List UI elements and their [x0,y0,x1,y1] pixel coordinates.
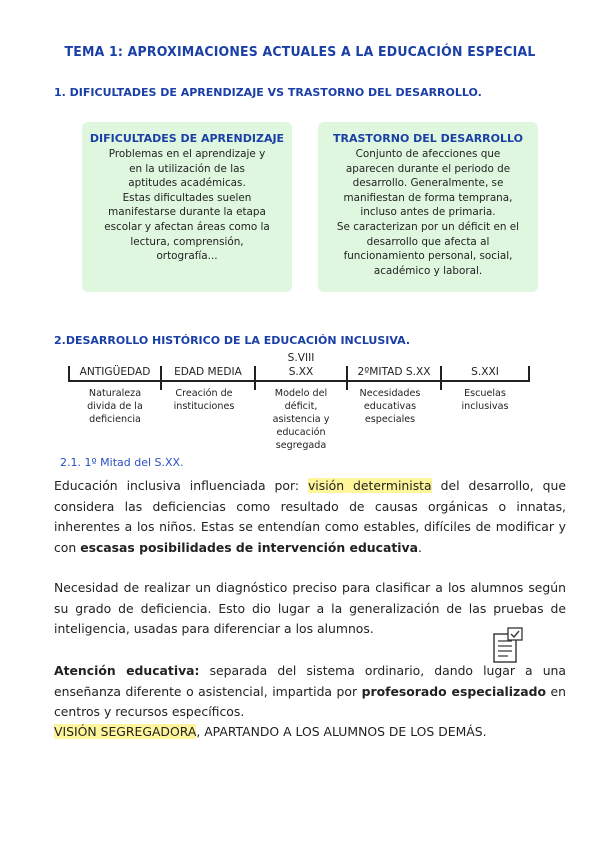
vision-segregadora-line [54,722,487,742]
paragraph-diagnostico: Necesidad de realizar un diagnóstico preciso para clasificar a los alumnos según su grado de deficiencia. Esto dio lugar a la generalización de las pruebas de inteligencia, usadas para diferenciar a los alumnos. [54,580,566,636]
timeline-label-edad-media: EDAD MEDIA [174,366,242,378]
text-run: en centros y recursos específicos. [54,683,567,719]
text-run: . [417,539,422,555]
text-line: funcionamiento personal, social, [343,250,513,263]
text-run: separada del sistema ordinario, dando lugar a una enseñanza diferente o asistencial, impartida por [54,663,566,699]
timeline-tick [528,366,530,382]
timeline-desc-2-mitad [346,387,434,426]
text-line: déficit, [284,401,318,412]
paragraph-atencion-educativa [54,661,566,723]
text-line: Creación de [175,388,233,399]
text-line: incluso antes de primaria. [360,206,496,219]
highlight-vision-segregadora: VISIÓN SEGREGADORA [54,724,197,739]
text-run: , APARTANDO A LOS ALUMNOS DE LOS DEMÁS. [196,724,487,739]
text-line: especiales [364,414,416,425]
timeline-label-s-xx: S.XX [288,366,314,378]
timeline-desc-edad-media [160,387,248,413]
text-line: inclusivas [461,401,509,412]
text-line: Escuelas [464,388,506,399]
text-line: aptitudes académicas. [128,177,246,190]
text-line: educativas [363,401,417,412]
section-1-heading: 1. DIFICULTADES DE APRENDIZAJE VS TRASTORNO DEL DESARROLLO. [54,86,482,99]
developmental-disorder-title: TRASTORNO DEL DESARROLLO [333,132,523,145]
text-line: Modelo del [274,388,328,399]
text-line: Se caracterizan por un déficit en el [336,220,520,233]
paragraph-determinist [54,476,566,558]
bold-escasas-posibilidades: escasas posibilidades de intervención educativa [80,539,418,555]
text-line: deficiencia [89,414,141,425]
text-line: ortografía... [156,250,218,263]
learning-difficulties-box [82,122,292,292]
timeline-desc-antiguedad [70,387,160,426]
text-line: académico y laboral. [373,264,483,277]
section-2-heading: 2.DESARROLLO HISTÓRICO DE LA EDUCACIÓN INCLUSIVA. [54,334,411,347]
text-line: Estas dificultades suelen [122,191,252,204]
timeline-label-2-mitad: 2ºMITAD S.XX [357,366,431,378]
text-line: divida de la [87,401,143,412]
text-line: Necesidades [359,388,421,399]
learning-difficulties-title: DIFICULTADES DE APRENDIZAJE [89,132,285,145]
bold-atencion-educativa: Atención educativa: [54,663,200,678]
timeline-desc-s-xx [256,387,346,452]
timeline-label-s-viii: S.VIII [287,352,315,364]
text-line: lectura, comprensión, [130,235,244,248]
text-line: Problemas en el aprendizaje y [108,148,266,160]
document-check-icon [490,626,526,666]
text-line: aparecen durante el periodo de [345,162,511,175]
highlight-vision-determinista: visión determinista [307,478,432,493]
text-line: desarrollo que afecta al [366,235,490,248]
developmental-disorder-text [318,147,538,278]
learning-difficulties-text [82,147,292,264]
text-run: del desarrollo, que considera las deficiencias como resultado de causas orgánicas o innatas, inherentes a los niños. Estas se entendían como estables, difíciles de modificar y con [54,478,566,555]
timeline-axis [68,380,530,382]
text-line: desarrollo. Generalmente, se [352,177,504,190]
text-line: manifiestan de forma temprana, [343,191,513,204]
page-title: TEMA 1: APROXIMACIONES ACTUALES A LA EDUCACIÓN ESPECIAL [64,43,536,60]
text-line: educación [276,427,326,438]
text-line: instituciones [173,401,235,412]
subsection-heading: 2.1. 1º Mitad del S.XX. [60,456,184,469]
text-line: Conjunto de afecciones que [355,148,501,160]
text-line: manifestarse durante la etapa [108,206,266,219]
timeline-desc-s-xxi [440,387,530,413]
text-line: en la utilización de las [129,162,245,175]
text-line: segregada [275,440,327,451]
bold-profesorado-especializado: profesorado especializado [361,683,547,699]
text-line: asistencia y [272,414,330,425]
text-line: escolar y afectan áreas como la [104,220,270,233]
timeline-label-antiguedad: ANTIGÜEDAD [79,366,151,378]
developmental-disorder-box [318,122,538,292]
timeline-label-s-xxi: S.XXI [471,366,499,378]
text-run: Educación inclusiva influenciada por: [54,478,308,493]
text-line: Naturaleza [88,388,142,399]
